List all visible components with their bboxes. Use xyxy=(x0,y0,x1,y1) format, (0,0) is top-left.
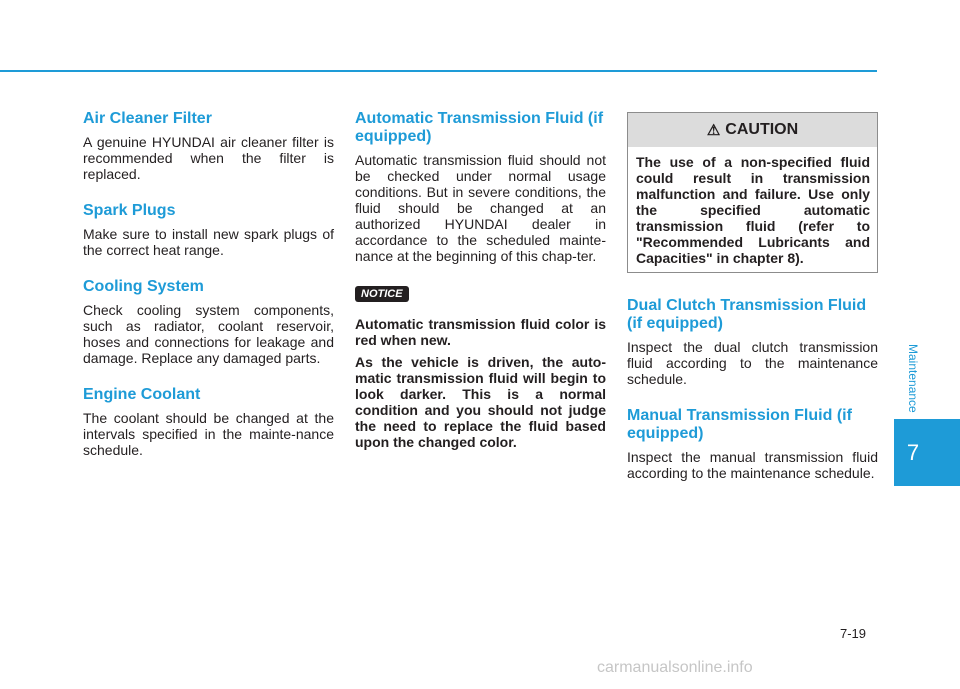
section-title-engine-coolant: Engine Coolant xyxy=(83,386,201,403)
chapter-label-text: Maintenance xyxy=(906,344,920,413)
chapter-number: 7 xyxy=(906,439,920,465)
section-text-air-cleaner: A genuine HYUNDAI air cleaner filter is recommended when the filter is replaced. xyxy=(83,134,334,182)
section-title-atf: Automatic Transmission Fluid (if equipped) xyxy=(355,110,604,145)
section-text-spark-plugs: Make sure to install new spark plugs of the correct heat range. xyxy=(83,226,334,258)
notice-badge: NOTICE xyxy=(355,286,409,302)
header-rule xyxy=(0,70,877,72)
page-number: 7-19 xyxy=(840,626,867,641)
section-title-air-cleaner: Air Cleaner Filter xyxy=(83,110,212,127)
caution-label: CAUTION xyxy=(725,121,799,138)
section-title-mtf: Manual Transmission Fluid (if equipped) xyxy=(627,407,852,442)
watermark: carmanualsonline.info xyxy=(597,659,753,676)
section-title-dct: Dual Clutch Transmission Fluid (if equipped) xyxy=(627,297,867,332)
column-left xyxy=(83,110,334,478)
section-text-atf: Automatic transmission fluid should not be checked under normal usage conditions. But in severe conditions, the fluid should be changed at an authorized HYUNDAI dealer in accordance to the scheduled mainte-nance at the beginning of this chap-ter. xyxy=(355,152,606,264)
notice-text-2: As the vehicle is driven, the auto-matic transmission fluid will begin to look darker. This is a normal condition and you should not judge the need to replace the fluid based upon the changed color. xyxy=(355,354,606,450)
column-right xyxy=(627,112,878,501)
section-title-spark-plugs: Spark Plugs xyxy=(83,202,176,219)
caution-box xyxy=(627,112,878,273)
warning-triangle-icon: ⚠ xyxy=(706,122,721,139)
column-middle xyxy=(355,110,606,456)
section-text-engine-coolant: The coolant should be changed at the intervals specified in the mainte-nance schedule. xyxy=(83,410,334,458)
chapter-tab xyxy=(894,419,960,486)
caution-header xyxy=(628,113,877,147)
section-text-cooling-system: Check cooling system components, such as radiator, coolant reservoir, hoses and connections for leakage and damage. Replace any damaged parts. xyxy=(83,302,334,366)
chapter-label xyxy=(906,344,920,414)
caution-text: The use of a non-specified fluid could result in transmission malfunction and failure. Use only the specified automatic transmission fluid (refer to "Recommended Lubricants and Capacities" in chapter 8). xyxy=(636,154,870,266)
section-text-dct: Inspect the dual clutch transmission fluid according to the maintenance schedule. xyxy=(627,339,878,387)
section-text-mtf: Inspect the manual transmission fluid according to the maintenance schedule. xyxy=(627,449,878,481)
section-title-cooling-system: Cooling System xyxy=(83,278,204,295)
notice-text-1: Automatic transmission fluid color is red when new. xyxy=(355,316,606,348)
